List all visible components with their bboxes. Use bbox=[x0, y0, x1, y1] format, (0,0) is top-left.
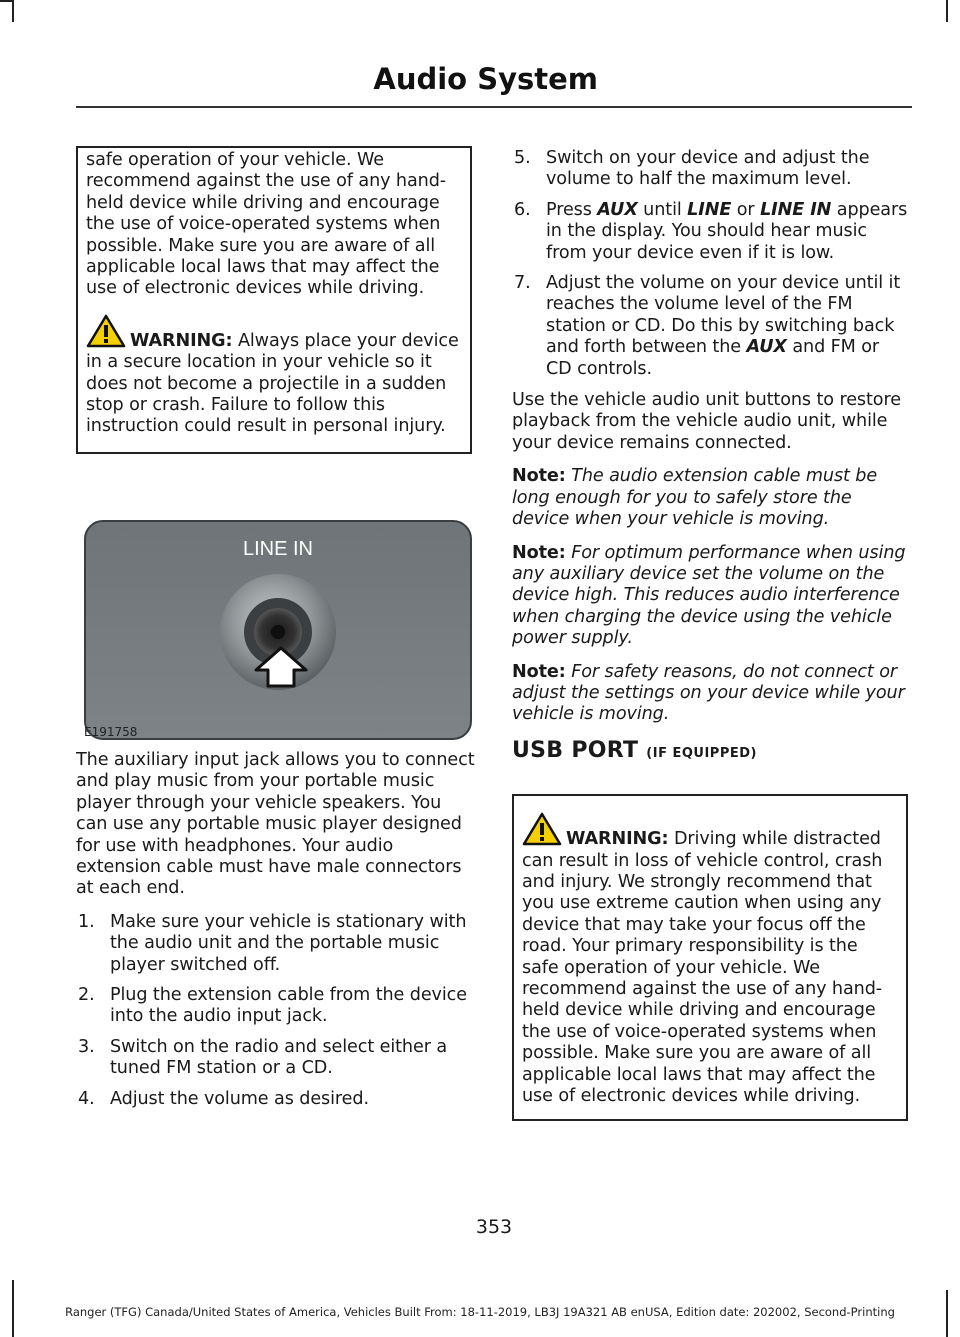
warning-triangle-icon bbox=[86, 314, 126, 348]
left-column-lower bbox=[76, 750, 476, 1120]
line-keyword: LINE bbox=[687, 199, 732, 220]
warning-text: Driving while distracted can result in loss of vehicle control, crash and injury. We strongly recommend that you use extreme caution when using any device that may take your focus off the road. Your primary responsibility is the safe operation of your vehicle. We recommend against the use of any hand-held device while driving and encourage the use of voice-operated systems when possible. Make sure you are aware of all applicable local laws that may affect the use of electronic devices while driving. bbox=[522, 829, 883, 1107]
warning-box-usb bbox=[512, 794, 908, 1121]
warning-triangle-icon bbox=[522, 812, 562, 846]
note-2: Note: For optimum performance when using any auxiliary device set the volume on the device high. This reduces audio interference when charging the device using the vehicle power supply. bbox=[512, 542, 906, 649]
warning-paragraph bbox=[86, 314, 462, 438]
list-item: 4. Adjust the volume as desired. bbox=[78, 1088, 369, 1109]
list-item: 5. Switch on your device and adjust the volume to half the maximum level. bbox=[514, 148, 870, 190]
page-number: 353 bbox=[475, 1216, 513, 1238]
note-3: Note: For safety reasons, do not connect or adjust the settings on your device while your vehicle is moving. bbox=[512, 661, 905, 725]
steps-list-right bbox=[512, 148, 908, 380]
list-item: 6. Press AUX until LINE or LINE IN appears in the display. You should hear music from your device even if it is low. bbox=[514, 199, 908, 263]
note-1: Note: The audio extension cable must be long enough for you to safely store the device when your vehicle is moving. bbox=[512, 466, 878, 530]
list-item: 3. Switch on the radio and select either a tuned FM station or a CD. bbox=[78, 1036, 448, 1079]
crop-mark bbox=[0, 0, 12, 2]
crop-mark bbox=[946, 0, 948, 22]
line-in-jack-image bbox=[84, 520, 472, 740]
list-item: 7. Adjust the volume on your device until it reaches the volume level of the FM station or CD. Do this by switching back and forth between the AUX and FM or CD controls. bbox=[514, 273, 901, 379]
warning-box-continued bbox=[76, 146, 472, 454]
header-rule bbox=[76, 106, 912, 108]
warning-text: Always place your device in a secure location in your vehicle so it does not become a projectile in a sudden stop or crash. Failure to follow this instruction could result in personal injury. bbox=[86, 330, 459, 437]
playback-paragraph: Use the vehicle audio unit buttons to restore playback from the vehicle audio unit, while your device remains connected. bbox=[512, 390, 901, 453]
warning-continued-text: safe operation of your vehicle. We recommend against the use of any hand-held device while driving and encourage the use of voice-operated systems when possible. Make sure you are aware of all applicable local laws that may affect the use of electronic devices while driving. bbox=[86, 150, 447, 299]
warning-label: WARNING: bbox=[130, 330, 233, 351]
image-code: E191758 bbox=[84, 725, 138, 739]
crop-mark bbox=[12, 0, 14, 22]
steps-list-left bbox=[76, 912, 476, 1110]
warning-paragraph bbox=[522, 812, 898, 1107]
line-in-keyword: LINE IN bbox=[760, 199, 832, 220]
section-heading-usb-port: USB PORT (IF EQUIPPED) bbox=[512, 737, 757, 763]
aux-keyword: AUX bbox=[597, 199, 638, 220]
warning-label: WARNING: bbox=[566, 829, 669, 850]
footer-text: Ranger (TFG) Canada/United States of America, Vehicles Built From: 18-11-2019, LB3J 19A321 AB enUSA, Edition date: 202002, Second-Printing bbox=[65, 1305, 895, 1319]
page-title: Audio System bbox=[373, 62, 598, 96]
aux-keyword: AUX bbox=[746, 337, 787, 358]
intro-paragraph: The auxiliary input jack allows you to connect and play music from your portable music player through your vehicle speakers. You can use any portable music player designed for use with headphones. Your audio extension cable must have male connectors at each end. bbox=[76, 750, 475, 899]
left-column bbox=[76, 146, 472, 454]
line-in-label: LINE IN bbox=[242, 538, 314, 560]
list-item: 1. Make sure your vehicle is stationary with the audio unit and the portable music player switched off. bbox=[78, 911, 467, 975]
list-item: 2. Plug the extension cable from the device into the audio input jack. bbox=[78, 985, 467, 1027]
right-column bbox=[512, 148, 908, 1121]
